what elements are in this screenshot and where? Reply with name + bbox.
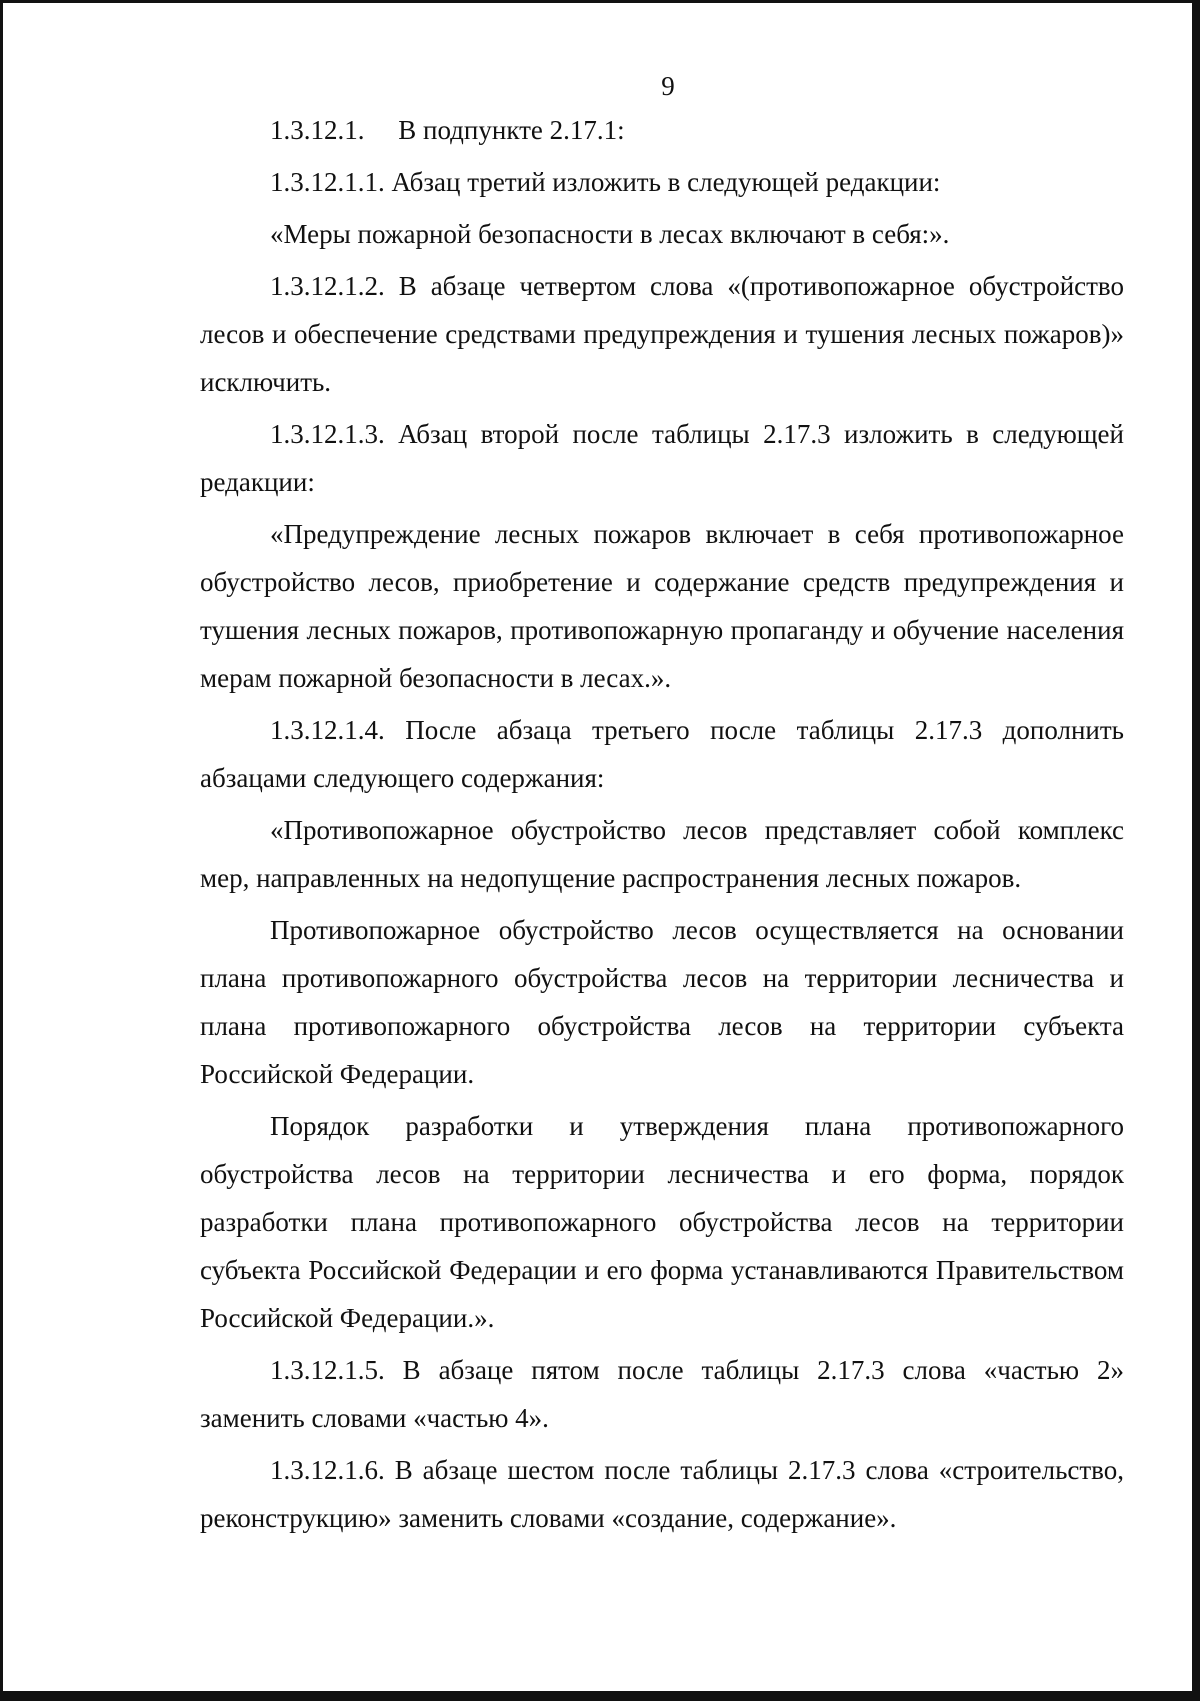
paragraph-1-3-12-1-3: 1.3.12.1.3. Абзац второй после таблицы 2.17.3 изложить в следующей редакции: — [200, 419, 1124, 497]
paragraph-1-3-12-1-1: 1.3.12.1.1. Абзац третий изложить в следующей редакции: — [270, 167, 941, 197]
page-number: 9 — [661, 71, 675, 101]
paragraph-quote-fire-safety-measures: «Меры пожарной безопасности в лесах включают в себя:». — [270, 219, 950, 249]
document-body — [200, 106, 1124, 1542]
paragraph-1-3-12-1-5: 1.3.12.1.5. В абзаце пятом после таблицы 2.17.3 слова «частью 2» заменить словами «частью 4». — [200, 1355, 1124, 1433]
paragraph-quote-fire-prevention: «Предупреждение лесных пожаров включает в себя противопожарное обустройство лесов, приобретение и содержание средств предупреждения и тушения лесных пожаров, противопожарную пропаганду и обучение населения мерам пожарной безопасности в лесах.». — [200, 519, 1124, 693]
paragraph-fire-arrangement-plan: Противопожарное обустройство лесов осуществляется на основании плана противопожарного обустройства лесов на территории лесничества и плана противопожарного обустройства лесов на территории субъекта Российской Федерации. — [200, 915, 1124, 1089]
paragraph-1-3-12-1-6: 1.3.12.1.6. В абзаце шестом после таблицы 2.17.3 слова «строительство, реконструкцию» заменить словами «создание, содержание». — [200, 1455, 1124, 1533]
paragraph-1-3-12-1-4: 1.3.12.1.4. После абзаца третьего после таблицы 2.17.3 дополнить абзацами следующего содержания: — [200, 715, 1124, 793]
paragraph-1-3-12-1: 1.3.12.1. В подпункте 2.17.1: — [270, 115, 625, 145]
paragraph-1-3-12-1-2: 1.3.12.1.2. В абзаце четвертом слова «(противопожарное обустройство лесов и обеспечение средствами предупреждения и тушения лесных пожаров)» исключить. — [200, 271, 1124, 397]
paragraph-quote-fire-arrangement-definition: «Противопожарное обустройство лесов представляет собой комплекс мер, направленных на недопущение распространения лесных пожаров. — [200, 815, 1124, 893]
paragraph-plan-procedure: Порядок разработки и утверждения плана противопожарного обустройства лесов на территории лесничества и его форма, порядок разработки плана противопожарного обустройства лесов на территории субъекта Российской Федерации и его форма устанавливаются Правительством Российской Федерации.». — [200, 1111, 1124, 1333]
